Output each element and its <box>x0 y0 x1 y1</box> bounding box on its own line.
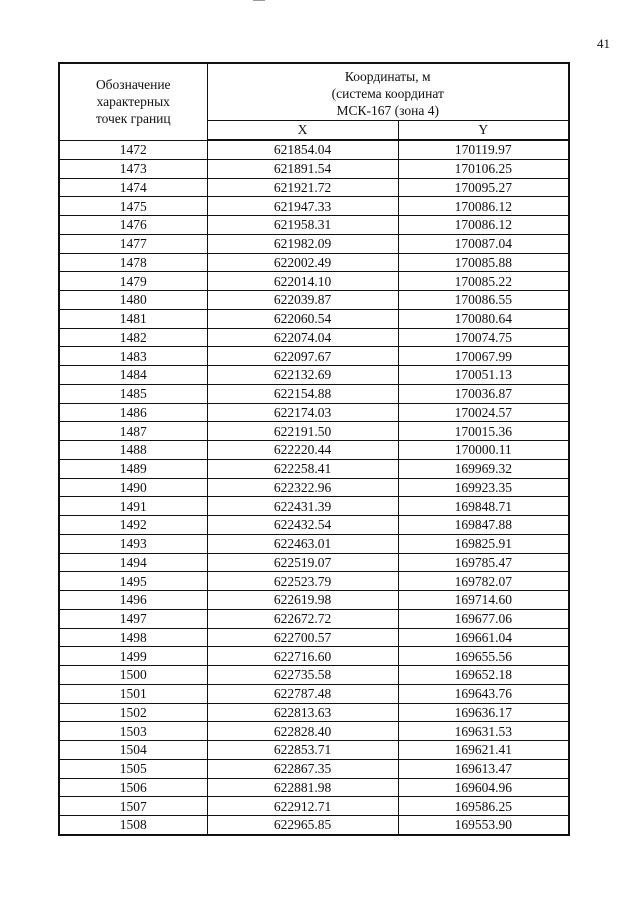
table-row <box>59 253 569 272</box>
table-row <box>59 459 569 478</box>
y-coordinate-cell: 170095.27 <box>398 178 569 197</box>
table-row <box>59 140 569 159</box>
x-coordinate-cell: 622060.54 <box>207 309 398 328</box>
point-cell: 1479 <box>59 272 207 291</box>
y-coordinate-cell: 169652.18 <box>398 666 569 685</box>
y-coordinate-cell: 169613.47 <box>398 759 569 778</box>
y-coordinate-cell: 169782.07 <box>398 572 569 591</box>
point-cell: 1475 <box>59 197 207 216</box>
point-cell: 1493 <box>59 534 207 553</box>
x-coordinate-cell: 621958.31 <box>207 216 398 235</box>
x-coordinate-cell: 622881.98 <box>207 778 398 797</box>
x-coordinate-cell: 622220.44 <box>207 441 398 460</box>
x-coordinate-cell: 622154.88 <box>207 384 398 403</box>
coords-header-line: МСК-167 (зона 4) <box>336 102 439 118</box>
y-coordinate-cell: 170024.57 <box>398 403 569 422</box>
x-coordinate-cell: 622519.07 <box>207 553 398 572</box>
table-row <box>59 778 569 797</box>
point-cell: 1496 <box>59 591 207 610</box>
table-row <box>59 366 569 385</box>
x-coordinate-cell: 622174.03 <box>207 403 398 422</box>
y-coordinate-cell: 170074.75 <box>398 328 569 347</box>
point-cell: 1507 <box>59 797 207 816</box>
table-row <box>59 403 569 422</box>
y-coordinate-cell: 169631.53 <box>398 722 569 741</box>
page-number: 41 <box>597 36 610 51</box>
x-coordinate-cell: 622716.60 <box>207 647 398 666</box>
x-coordinate-cell: 622700.57 <box>207 628 398 647</box>
point-header-line: Обозначение <box>95 77 171 93</box>
point-cell: 1503 <box>59 722 207 741</box>
point-cell: 1495 <box>59 572 207 591</box>
point-cell: 1504 <box>59 741 207 760</box>
point-cell: 1474 <box>59 178 207 197</box>
point-cell: 1482 <box>59 328 207 347</box>
y-coordinate-cell: 170119.97 <box>398 140 569 159</box>
point-cell: 1478 <box>59 253 207 272</box>
y-coordinate-cell: 170015.36 <box>398 422 569 441</box>
x-coordinate-cell: 622132.69 <box>207 366 398 385</box>
y-coordinate-cell: 170106.25 <box>398 159 569 178</box>
table-row <box>59 347 569 366</box>
table-row <box>59 328 569 347</box>
x-coordinate-cell: 622813.63 <box>207 703 398 722</box>
table-row <box>59 572 569 591</box>
y-coordinate-cell: 170087.04 <box>398 234 569 253</box>
table-row <box>59 534 569 553</box>
y-coordinate-cell: 170086.55 <box>398 291 569 310</box>
table-row <box>59 234 569 253</box>
x-column-header: X <box>207 121 398 141</box>
y-coordinate-cell: 169604.96 <box>398 778 569 797</box>
point-cell: 1483 <box>59 347 207 366</box>
x-coordinate-cell: 622191.50 <box>207 422 398 441</box>
x-coordinate-cell: 622672.72 <box>207 609 398 628</box>
point-cell: 1485 <box>59 384 207 403</box>
point-cell: 1508 <box>59 816 207 835</box>
point-cell: 1498 <box>59 628 207 647</box>
table-row <box>59 178 569 197</box>
point-cell: 1481 <box>59 309 207 328</box>
x-coordinate-cell: 621854.04 <box>207 140 398 159</box>
y-coordinate-cell: 170000.11 <box>398 441 569 460</box>
x-coordinate-cell: 622787.48 <box>207 684 398 703</box>
y-coordinate-cell: 169923.35 <box>398 478 569 497</box>
x-coordinate-cell: 622074.04 <box>207 328 398 347</box>
point-cell: 1477 <box>59 234 207 253</box>
x-coordinate-cell: 622965.85 <box>207 816 398 835</box>
x-coordinate-cell: 621891.54 <box>207 159 398 178</box>
point-cell: 1494 <box>59 553 207 572</box>
point-cell: 1501 <box>59 684 207 703</box>
y-coordinate-cell: 169621.41 <box>398 741 569 760</box>
table-row <box>59 197 569 216</box>
point-header-line: характерных <box>96 94 170 110</box>
table-row <box>59 441 569 460</box>
y-coordinate-cell: 169969.32 <box>398 459 569 478</box>
coords-header-line: (система координат <box>331 85 444 101</box>
coords-header-line: Координаты, м <box>344 68 431 84</box>
x-coordinate-cell: 622463.01 <box>207 534 398 553</box>
point-cell: 1499 <box>59 647 207 666</box>
x-coordinate-cell: 622853.71 <box>207 741 398 760</box>
x-coordinate-cell: 622002.49 <box>207 253 398 272</box>
point-cell: 1505 <box>59 759 207 778</box>
x-coordinate-cell: 621947.33 <box>207 197 398 216</box>
x-coordinate-cell: 622322.96 <box>207 478 398 497</box>
y-coordinate-cell: 169636.17 <box>398 703 569 722</box>
point-cell: 1502 <box>59 703 207 722</box>
y-column-header: Y <box>398 121 569 141</box>
table-row <box>59 628 569 647</box>
y-coordinate-cell: 169553.90 <box>398 816 569 835</box>
table-row <box>59 384 569 403</box>
table-body <box>59 140 569 835</box>
table-row <box>59 666 569 685</box>
x-coordinate-cell: 622735.58 <box>207 666 398 685</box>
x-coordinate-cell: 622097.67 <box>207 347 398 366</box>
table-row <box>59 722 569 741</box>
table-row <box>59 478 569 497</box>
y-coordinate-cell: 169848.71 <box>398 497 569 516</box>
y-coordinate-cell: 170080.64 <box>398 309 569 328</box>
coordinates-table <box>58 62 570 836</box>
table-row <box>59 497 569 516</box>
coordinates-group-header <box>207 63 569 121</box>
table-row <box>59 216 569 235</box>
x-coordinate-cell: 622867.35 <box>207 759 398 778</box>
y-coordinate-cell: 170086.12 <box>398 197 569 216</box>
x-coordinate-cell: 622828.40 <box>207 722 398 741</box>
y-coordinate-cell: 169825.91 <box>398 534 569 553</box>
point-cell: 1486 <box>59 403 207 422</box>
table-row <box>59 422 569 441</box>
point-cell: 1489 <box>59 459 207 478</box>
y-coordinate-cell: 169661.04 <box>398 628 569 647</box>
point-header-line: точек границ <box>95 111 171 127</box>
y-coordinate-cell: 169586.25 <box>398 797 569 816</box>
y-coordinate-cell: 170051.13 <box>398 366 569 385</box>
y-coordinate-cell: 170085.88 <box>398 253 569 272</box>
y-coordinate-cell: 169655.56 <box>398 647 569 666</box>
x-coordinate-cell: 622258.41 <box>207 459 398 478</box>
point-cell: 1480 <box>59 291 207 310</box>
x-coordinate-cell: 622619.98 <box>207 591 398 610</box>
x-coordinate-cell: 621982.09 <box>207 234 398 253</box>
point-cell: 1497 <box>59 609 207 628</box>
x-coordinate-cell: 622912.71 <box>207 797 398 816</box>
point-cell: 1488 <box>59 441 207 460</box>
x-coordinate-cell: 622432.54 <box>207 516 398 535</box>
table-row <box>59 647 569 666</box>
table-row <box>59 553 569 572</box>
y-coordinate-cell: 169677.06 <box>398 609 569 628</box>
x-coordinate-cell: 622039.87 <box>207 291 398 310</box>
x-coordinate-cell: 621921.72 <box>207 178 398 197</box>
y-coordinate-cell: 170086.12 <box>398 216 569 235</box>
table-row <box>59 684 569 703</box>
table-row <box>59 741 569 760</box>
table-row <box>59 516 569 535</box>
y-coordinate-cell: 170085.22 <box>398 272 569 291</box>
x-coordinate-cell: 622523.79 <box>207 572 398 591</box>
table-row <box>59 609 569 628</box>
table-row <box>59 591 569 610</box>
top-edge-mark <box>253 0 265 2</box>
x-coordinate-cell: 622431.39 <box>207 497 398 516</box>
point-cell: 1506 <box>59 778 207 797</box>
table-row <box>59 797 569 816</box>
y-coordinate-cell: 169785.47 <box>398 553 569 572</box>
table-header <box>59 63 569 140</box>
table-row <box>59 759 569 778</box>
y-coordinate-cell: 169847.88 <box>398 516 569 535</box>
point-cell: 1472 <box>59 140 207 159</box>
y-coordinate-cell: 170067.99 <box>398 347 569 366</box>
table-row <box>59 309 569 328</box>
point-cell: 1491 <box>59 497 207 516</box>
point-cell: 1484 <box>59 366 207 385</box>
y-coordinate-cell: 169643.76 <box>398 684 569 703</box>
x-coordinate-cell: 622014.10 <box>207 272 398 291</box>
table-row <box>59 272 569 291</box>
table-row <box>59 159 569 178</box>
table-row <box>59 816 569 835</box>
y-coordinate-cell: 170036.87 <box>398 384 569 403</box>
point-cell: 1490 <box>59 478 207 497</box>
table-row <box>59 703 569 722</box>
point-cell: 1476 <box>59 216 207 235</box>
y-coordinate-cell: 169714.60 <box>398 591 569 610</box>
point-cell: 1500 <box>59 666 207 685</box>
table-row <box>59 291 569 310</box>
point-designation-header <box>59 63 207 140</box>
point-cell: 1473 <box>59 159 207 178</box>
point-cell: 1487 <box>59 422 207 441</box>
point-cell: 1492 <box>59 516 207 535</box>
